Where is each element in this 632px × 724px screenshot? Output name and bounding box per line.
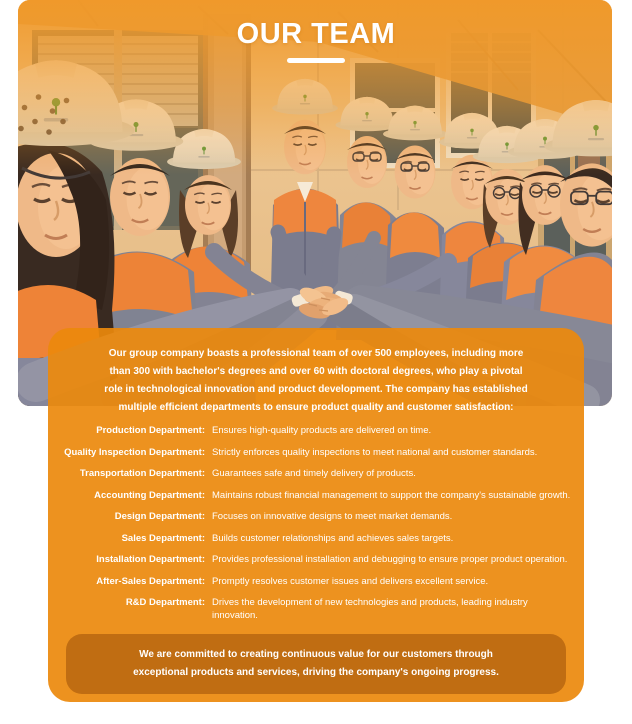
department-desc: Drives the development of new technologies and products, leading industry innovation. bbox=[212, 597, 528, 621]
department-row bbox=[48, 468, 584, 481]
department-desc: Focuses on innovative designs to meet market demands. bbox=[212, 511, 453, 522]
department-label: Quality Inspection Department: bbox=[64, 446, 205, 458]
team-info-card bbox=[48, 328, 584, 702]
department-label: Installation Department: bbox=[96, 554, 205, 565]
department-desc: Strictly enforces quality inspections to meet national and customer standards. bbox=[212, 446, 538, 458]
department-list bbox=[48, 425, 584, 622]
department-row bbox=[48, 490, 584, 503]
department-desc: Ensures high-quality products are delivered on time. bbox=[212, 425, 432, 436]
department-label: R&D Department: bbox=[125, 597, 205, 608]
intro-text: Our group company boasts a professional team of over 500 employees, including more than 300 with bachelor's degrees and over 60 with doctoral degrees, who play a pivotal role in technological innovation and product development. The company has established multiple efficient departments to ensure product quality and customer satisfaction: bbox=[104, 348, 528, 413]
department-desc: Provides professional installation and debugging to ensure proper product operation. bbox=[212, 554, 568, 565]
department-row bbox=[48, 576, 584, 589]
department-row bbox=[48, 447, 584, 460]
department-label: Transportation Department: bbox=[79, 468, 205, 479]
commitment-text: We are committed to creating continuous value for our customers through exceptional products and services, driving the company's ongoing progress. bbox=[133, 649, 499, 678]
department-label: After-Sales Department: bbox=[96, 575, 205, 587]
department-label: Accounting Department: bbox=[94, 489, 205, 501]
department-row bbox=[48, 597, 584, 622]
department-label: Design Department: bbox=[114, 511, 205, 522]
department-desc: Promptly resolves customer issues and delivers excellent service. bbox=[212, 575, 489, 587]
department-row bbox=[48, 554, 584, 567]
department-row bbox=[48, 533, 584, 546]
department-desc: Guarantees safe and timely delivery of products. bbox=[212, 468, 416, 479]
department-row bbox=[48, 511, 584, 524]
department-label: Sales Department: bbox=[121, 532, 205, 544]
page-header bbox=[0, 18, 632, 63]
department-desc: Maintains robust financial management to support the company's sustainable growth. bbox=[212, 489, 571, 501]
department-row bbox=[48, 425, 584, 438]
commitment-box bbox=[66, 634, 566, 694]
department-desc: Builds customer relationships and achieves sales targets. bbox=[212, 532, 454, 544]
department-label: Production Department: bbox=[96, 425, 205, 436]
page-title: OUR TEAM bbox=[236, 18, 396, 50]
title-underline bbox=[287, 58, 345, 63]
